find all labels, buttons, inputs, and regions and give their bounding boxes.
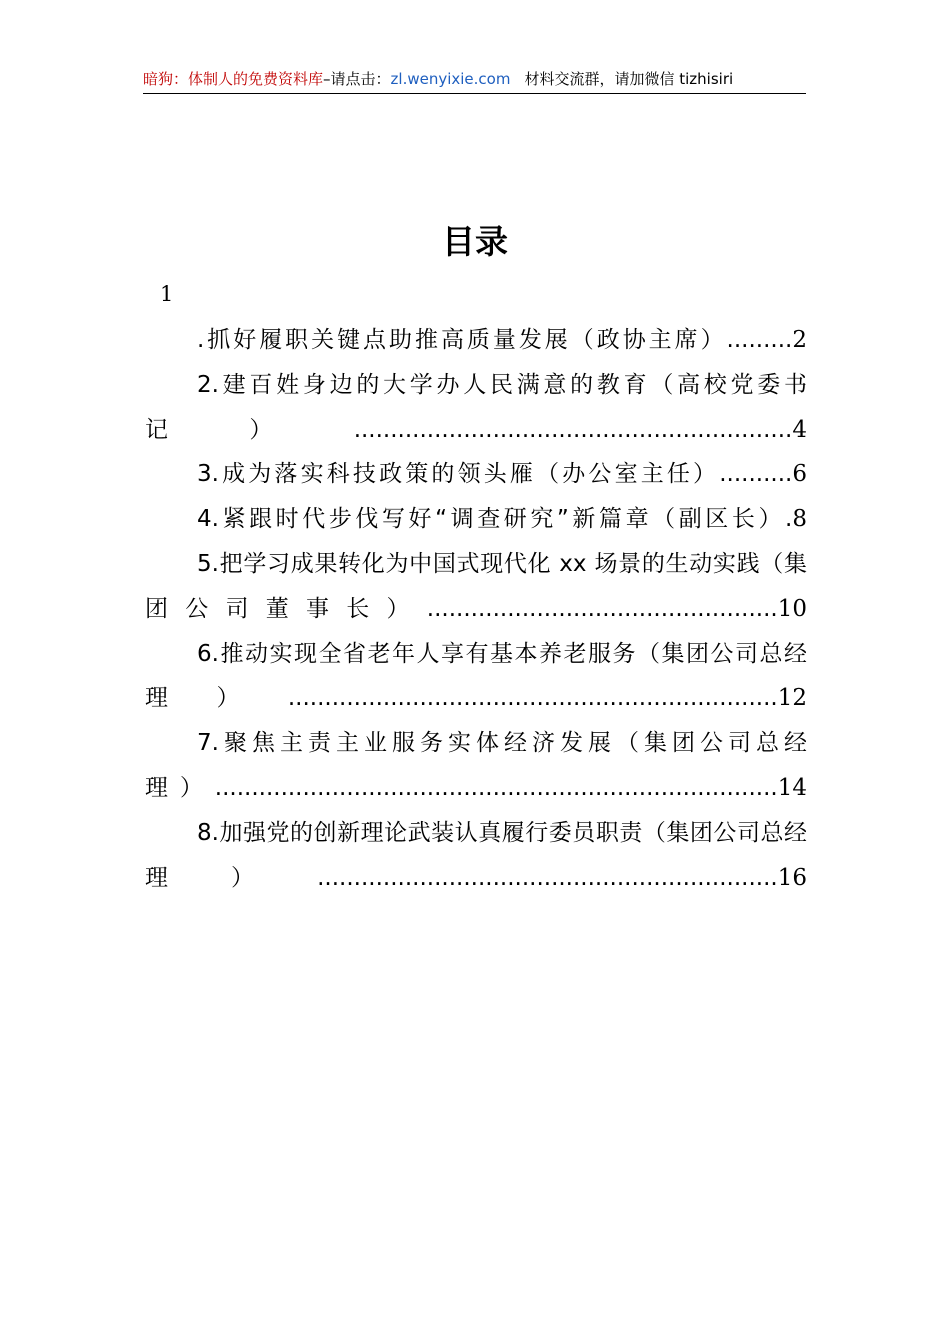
toc-entry-leader: ......... <box>726 327 793 353</box>
toc-entry-page: 10 <box>777 595 807 622</box>
toc-entry[interactable] <box>145 318 807 363</box>
toc-entry-leader: .......... <box>719 461 793 488</box>
toc-entry-page: 4 <box>792 416 807 443</box>
toc-entry-title: 2.建百姓身边的大学办人民满意的教育（高校党委书记） <box>145 371 807 443</box>
toc-entry[interactable] <box>145 452 807 497</box>
header-click-prompt: –请点击： <box>323 70 391 88</box>
toc-entry[interactable] <box>145 363 807 453</box>
toc-entry-title: 3.成为落实科技政策的领头雁（办公室主任） <box>197 461 720 488</box>
toc-entry-page: 14 <box>777 774 807 801</box>
toc-entry-page: 6 <box>792 461 807 488</box>
toc-entry-title: 8.加强党的创新理论武装认真履行委员职责（集团公司总经理） <box>145 819 807 891</box>
toc-entry-leader: ............................................................... <box>317 864 778 891</box>
toc-entry-title: 6.推动实现全省老年人享有基本养老服务（集团公司总经理） <box>145 640 807 712</box>
toc-entry[interactable] <box>145 811 807 901</box>
header-group-note: 材料交流群，请加微信 tizhisiri <box>524 70 734 88</box>
toc-entry-leader: ............................................................................. <box>214 774 778 801</box>
toc-entry-page: 8 <box>792 506 807 533</box>
toc-entry-page: 16 <box>777 864 807 891</box>
toc-entry-leader: . <box>785 506 793 533</box>
toc-entry-leader: ................................................ <box>426 595 778 622</box>
page-title: 目录 <box>442 222 508 261</box>
header-site-name: 暗狗：体制人的免费资料库 <box>143 70 324 88</box>
toc-entry-title: 4.紧跟时代步伐写好“调查研究”新篇章（副区长） <box>197 506 786 533</box>
toc-entry-page: 12 <box>777 685 807 712</box>
toc-entry-title: 5.把学习成果转化为中国式现代化 xx 场景的生动实践（集团公司董事长） <box>145 550 807 622</box>
table-of-contents <box>145 318 807 900</box>
toc-entry-leader: ............................................................ <box>353 416 793 443</box>
toc-entry-leader: ................................................................... <box>287 685 778 712</box>
toc-entry[interactable] <box>145 721 807 811</box>
toc-entry[interactable] <box>145 542 807 632</box>
page-header <box>143 66 806 94</box>
page-marker: 1 <box>160 282 174 306</box>
toc-entry[interactable] <box>145 497 807 542</box>
toc-entry[interactable] <box>145 632 807 722</box>
toc-entry-page: 2 <box>792 327 807 353</box>
toc-entry-title: 7.聚焦主责主业服务实体经济发展（集团公司总经理） <box>145 730 807 801</box>
toc-entry-title: .抓好履职关键点助推高质量发展（政协主席） <box>197 327 727 353</box>
header-url-link[interactable]: zl.wenyixie.com <box>390 70 511 88</box>
